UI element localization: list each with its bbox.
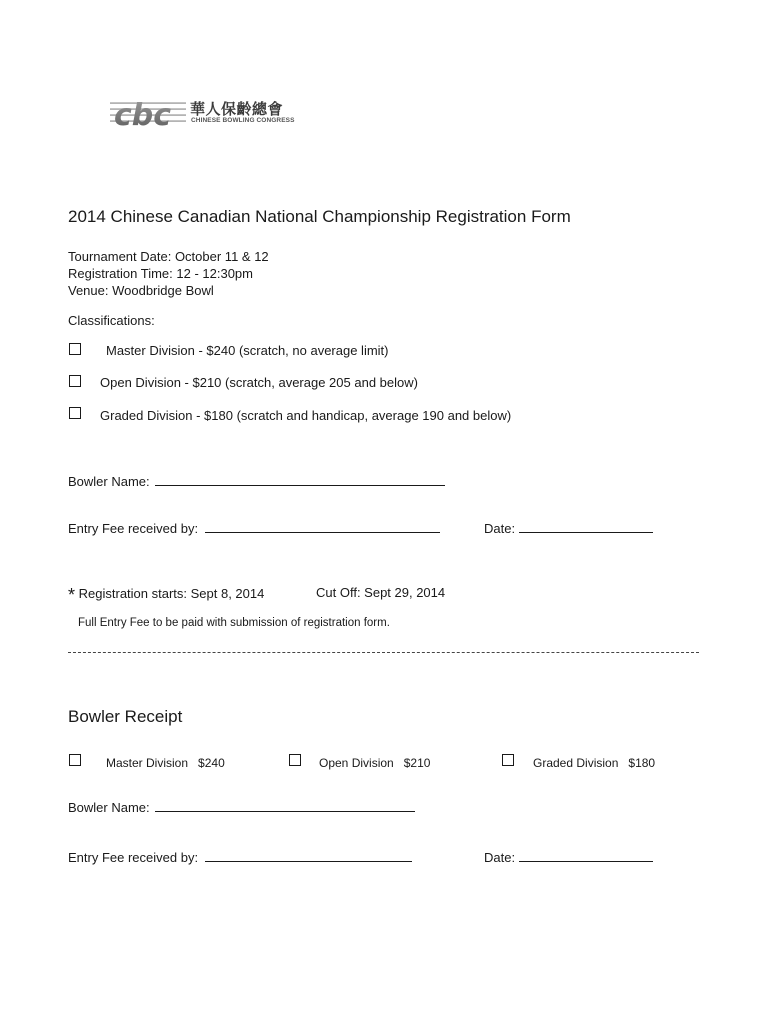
receipt-entry-fee-row — [68, 850, 412, 865]
bowler-name-label: Bowler Name: — [68, 474, 150, 489]
graded-division-label: Graded Division - $180 (scratch and handicap, average 190 and below) — [100, 408, 512, 423]
bowler-name-field[interactable] — [155, 474, 445, 486]
receipt-graded-checkbox[interactable] — [502, 754, 514, 766]
receipt-bowler-name-field[interactable] — [155, 800, 415, 812]
cut-line-divider — [68, 652, 699, 653]
receipt-graded-name: Graded Division — [533, 756, 619, 770]
open-division-label: Open Division - $210 (scratch, average 205 and below) — [100, 375, 418, 390]
logo-mark-text: cbc — [114, 98, 172, 132]
master-division-checkbox[interactable] — [69, 343, 81, 355]
receipt-open-checkbox[interactable] — [289, 754, 301, 766]
full-entry-note: Full Entry Fee to be paid with submission of registration form. — [78, 617, 390, 629]
receipt-graded-fee: $180 — [628, 756, 656, 770]
venue: Venue: Woodbridge Bowl — [68, 283, 214, 298]
receipt-open-fee: $210 — [403, 756, 431, 770]
receipt-date-label: Date: — [484, 850, 516, 865]
receipt-master-name: Master Division — [106, 756, 189, 770]
registration-starts: Registration starts: Sept 8, 2014 — [78, 586, 265, 601]
receipt-master-checkbox[interactable] — [69, 754, 81, 766]
logo-english-name: CHINESE BOWLING CONGRESS — [191, 117, 295, 124]
asterisk: * — [68, 585, 76, 605]
date-row — [484, 521, 653, 536]
receipt-open-name: Open Division — [319, 756, 394, 770]
receipt-master-label — [106, 756, 225, 770]
receipt-date-field[interactable] — [519, 850, 653, 862]
date-field[interactable] — [519, 521, 653, 533]
cbc-logo — [108, 92, 298, 132]
registration-starts-row — [68, 582, 264, 603]
master-division-label: Master Division - $240 (scratch, no average limit) — [106, 343, 389, 358]
registration-time: Registration Time: 12 - 12:30pm — [68, 266, 253, 281]
receipt-entry-fee-label: Entry Fee received by: — [68, 850, 199, 865]
graded-division-checkbox[interactable] — [69, 407, 81, 419]
receipt-open-label — [319, 756, 430, 770]
tournament-date: Tournament Date: October 11 & 12 — [68, 249, 269, 264]
cut-off: Cut Off: Sept 29, 2014 — [316, 585, 446, 600]
entry-fee-field[interactable] — [205, 521, 440, 533]
receipt-title: Bowler Receipt — [68, 707, 183, 726]
cbc-logo-mark-icon — [108, 92, 188, 132]
receipt-date-row — [484, 850, 653, 865]
receipt-graded-label — [533, 756, 655, 770]
receipt-bowler-name-row — [68, 800, 415, 815]
open-division-checkbox[interactable] — [69, 375, 81, 387]
classifications-label: Classifications: — [68, 313, 155, 328]
form-title: 2014 Chinese Canadian National Championship Registration Form — [68, 207, 571, 226]
receipt-bowler-name-label: Bowler Name: — [68, 800, 150, 815]
receipt-master-fee: $240 — [198, 756, 225, 770]
receipt-entry-fee-field[interactable] — [205, 850, 412, 862]
logo-chinese-name: 華人保齡總會 — [190, 100, 284, 118]
date-label: Date: — [484, 521, 516, 536]
entry-fee-label: Entry Fee received by: — [68, 521, 199, 536]
bowler-name-row — [68, 474, 445, 489]
entry-fee-row — [68, 521, 440, 536]
